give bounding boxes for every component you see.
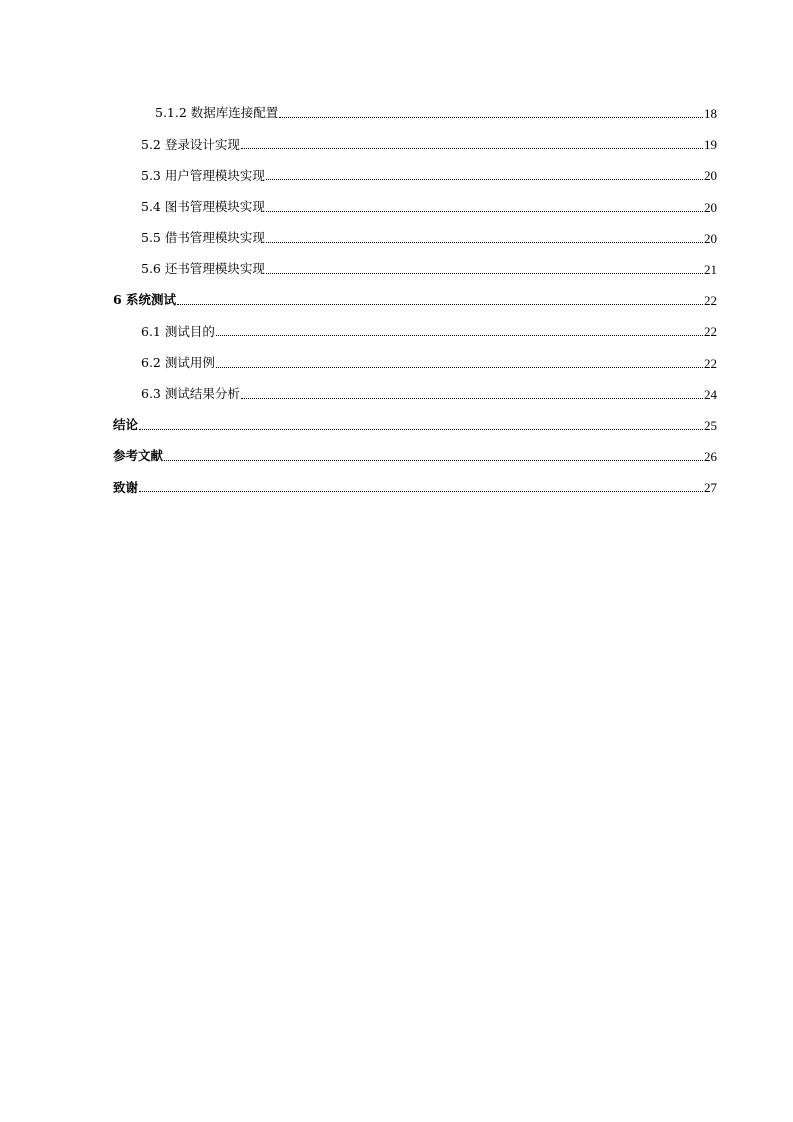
toc-page-number: 20: [704, 230, 717, 246]
toc-entry-label: 6.3 测试结果分析: [141, 386, 240, 402]
toc-entry-label: 致谢: [113, 479, 139, 495]
toc-entry-6-1[interactable]: [0, 316, 793, 347]
toc-entry-5-5[interactable]: [0, 223, 793, 254]
toc-entry-label: 5.2 登录设计实现: [141, 136, 240, 152]
toc-leader-dots: [139, 481, 703, 494]
toc-entry-label: 5.6 还书管理模块实现: [141, 261, 265, 277]
toc-page-number: 22: [704, 293, 717, 309]
toc-page-number: 21: [704, 262, 717, 278]
toc-leader-dots: [266, 201, 703, 214]
toc-entry-label: 6.1 测试目的: [141, 323, 215, 339]
toc-page-number: 20: [704, 168, 717, 184]
toc-page-number: 18: [704, 106, 717, 122]
toc-leader-dots: [164, 450, 703, 463]
toc-entry-label: 参考文献: [113, 448, 164, 464]
toc-page-number: 26: [704, 449, 717, 465]
toc-page-number: 19: [704, 137, 717, 153]
toc-entry-references[interactable]: [0, 441, 793, 472]
toc-page-number: 22: [704, 324, 717, 340]
toc-leader-dots: [139, 419, 703, 432]
toc-page-number: 22: [704, 355, 717, 371]
toc-entry-acknowledgements[interactable]: [0, 472, 793, 503]
toc-entry-5-1-2[interactable]: [0, 98, 793, 129]
toc-leader-dots: [241, 138, 703, 151]
toc-leader-dots: [266, 263, 703, 276]
toc-entry-label: 5.3 用户管理模块实现: [141, 167, 265, 183]
toc-entry-6[interactable]: [0, 285, 793, 316]
toc-entry-label: 5.1.2 数据库连接配置: [155, 105, 279, 121]
toc-page-number: 24: [704, 386, 717, 402]
toc-entry-label: 5.4 图书管理模块实现: [141, 198, 265, 214]
toc-entry-5-3[interactable]: [0, 160, 793, 191]
toc-leader-dots: [279, 107, 703, 120]
toc-entry-label: 结论: [113, 417, 139, 433]
toc-entry-5-6[interactable]: [0, 254, 793, 285]
toc-entry-6-2[interactable]: [0, 348, 793, 379]
toc-leader-dots: [241, 388, 703, 401]
toc-leader-dots: [216, 357, 703, 370]
toc-entry-label: 5.5 借书管理模块实现: [141, 230, 265, 246]
table-of-contents: [0, 98, 793, 503]
toc-entry-label: 6.2 测试用例: [141, 354, 215, 370]
toc-entry-label: 6 系统测试: [113, 292, 177, 308]
toc-entry-5-4[interactable]: [0, 192, 793, 223]
toc-page-number: 25: [704, 417, 717, 433]
toc-leader-dots: [266, 169, 703, 182]
toc-leader-dots: [216, 325, 703, 338]
toc-leader-dots: [177, 294, 703, 307]
toc-page-number: 27: [704, 480, 717, 496]
toc-entry-5-2[interactable]: [0, 129, 793, 160]
toc-entry-6-3[interactable]: [0, 379, 793, 410]
toc-entry-conclusion[interactable]: [0, 410, 793, 441]
toc-leader-dots: [266, 232, 703, 245]
toc-page-number: 20: [704, 199, 717, 215]
